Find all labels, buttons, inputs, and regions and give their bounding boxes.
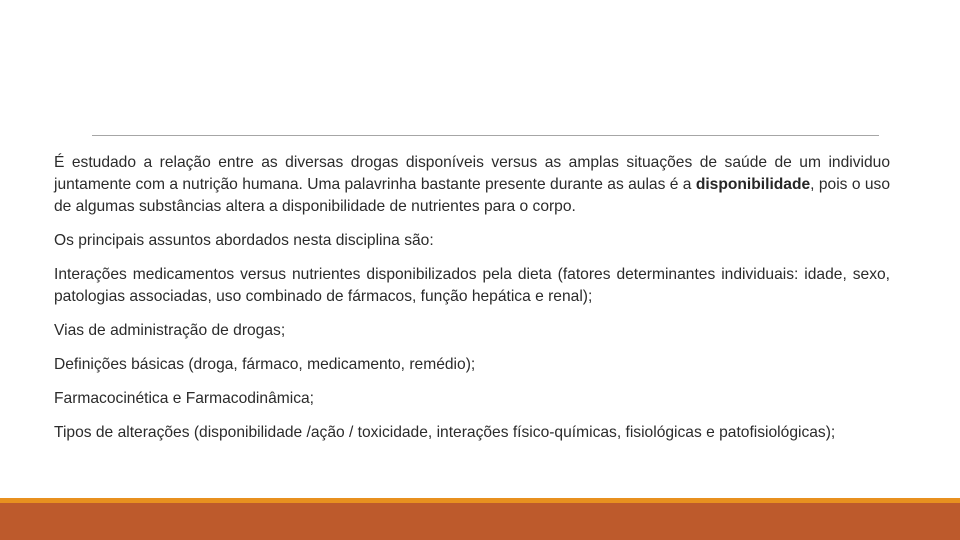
topic-item: Farmacocinética e Farmacodinâmica;	[54, 390, 314, 407]
intro-text-end: , pois o uso de algumas substâncias altera a disponibilidade de nutrientes para o corpo.	[54, 176, 890, 215]
slide-body	[54, 152, 890, 456]
intro-emphasis: disponibilidade	[695, 176, 811, 193]
topic-item: Vias de administração de drogas;	[54, 322, 286, 339]
intro-paragraph	[54, 152, 890, 218]
topic-item: Interações medicamentos versus nutrientes disponibilizados pela dieta (fatores determinantes individuais: idade, sexo, patologias associadas, uso combinado de fármacos, função hepática e renal);	[54, 266, 890, 305]
lead-paragraph: Os principais assuntos abordados nesta disciplina são:	[54, 232, 434, 249]
footer-bar	[0, 503, 960, 540]
intro-text-start: É estudado a relação entre as diversas drogas disponíveis versus as amplas situações de saúde de um individuo juntamente com a nutrição humana. Uma palavrinha bastante presente durante as aulas é a	[54, 154, 890, 193]
title-divider	[92, 135, 879, 136]
topic-item: Tipos de alterações (disponibilidade /ação / toxicidade, interações físico-químicas, fisiológicas e patofisiológicas);	[54, 424, 836, 441]
topic-item: Definições básicas (droga, fármaco, medicamento, remédio);	[54, 356, 476, 373]
